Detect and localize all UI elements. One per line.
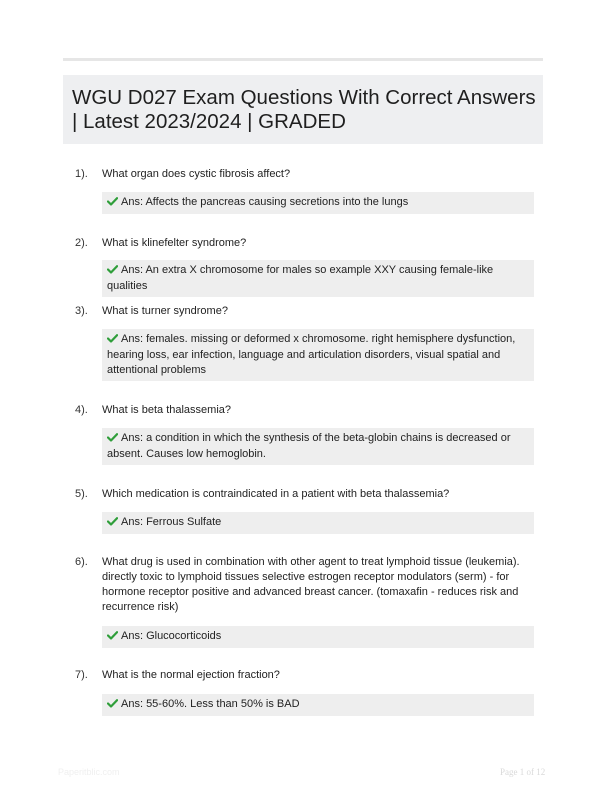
question-number: 3). <box>75 305 88 317</box>
check-icon <box>107 196 118 211</box>
answer-text: Ans: An extra X chromosome for males so example XXY causing female-like qualities <box>107 264 494 292</box>
check-icon <box>107 264 118 279</box>
answer-box <box>102 329 534 381</box>
question-text: What is beta thalassemia? <box>102 404 232 416</box>
question-number: 7). <box>75 669 88 681</box>
answer-text: Ans: Glucocorticoids <box>121 630 222 642</box>
question-number: 1). <box>75 168 88 180</box>
answer-box <box>102 260 534 297</box>
question-text: What organ does cystic fibrosis affect? <box>102 168 291 180</box>
answer-text: Ans: 55-60%. Less than 50% is BAD <box>121 698 300 710</box>
question-text: What is turner syndrome? <box>102 305 228 317</box>
question-text: What drug is used in combination with other agent to treat lymphoid tissue (leukemia). directly toxic to lymphoid tissues selective estrogen receptor modulators (serm) - for hormone receptor positive and advanced breast cancer. (tomaxafin - reduces risk and recurrence risk) <box>102 556 520 613</box>
question-text: Which medication is contraindicated in a patient with beta thalassemia? <box>102 488 450 500</box>
answer-text: Ans: females. missing or deformed x chromosome. right hemisphere dysfunction, hearing loss, ear infection, language and articulation disorders, visual spatial and attentional problems <box>107 333 516 376</box>
question-text: What is klinefelter syndrome? <box>102 237 247 249</box>
question-number: 6). <box>75 556 88 568</box>
check-icon <box>107 698 118 713</box>
answer-text: Ans: Affects the pancreas causing secretions into the lungs <box>121 196 409 208</box>
check-icon <box>107 333 118 348</box>
answer-box <box>102 428 534 465</box>
answer-box <box>102 512 534 534</box>
document-title: WGU D027 Exam Questions With Correct Answers | Latest 2023/2024 | GRADED <box>72 86 536 133</box>
check-icon <box>107 630 118 645</box>
check-icon <box>107 516 118 531</box>
question-number: 4). <box>75 404 88 416</box>
question-number: 2). <box>75 237 88 249</box>
answer-box <box>102 192 534 214</box>
check-icon <box>107 432 118 447</box>
footer-watermark: Paperitblic.com <box>58 767 120 777</box>
top-divider <box>63 58 543 61</box>
title-banner <box>63 75 543 144</box>
page-number: Page 1 of 12 <box>500 767 546 777</box>
question-number: 5). <box>75 488 88 500</box>
answer-box <box>102 626 534 648</box>
answer-box <box>102 694 534 716</box>
question-text: What is the normal ejection fraction? <box>102 669 280 681</box>
answer-text: Ans: a condition in which the synthesis of the beta-globin chains is decreased or absent. Causes low hemoglobin. <box>107 432 511 460</box>
answer-text: Ans: Ferrous Sulfate <box>121 516 222 528</box>
